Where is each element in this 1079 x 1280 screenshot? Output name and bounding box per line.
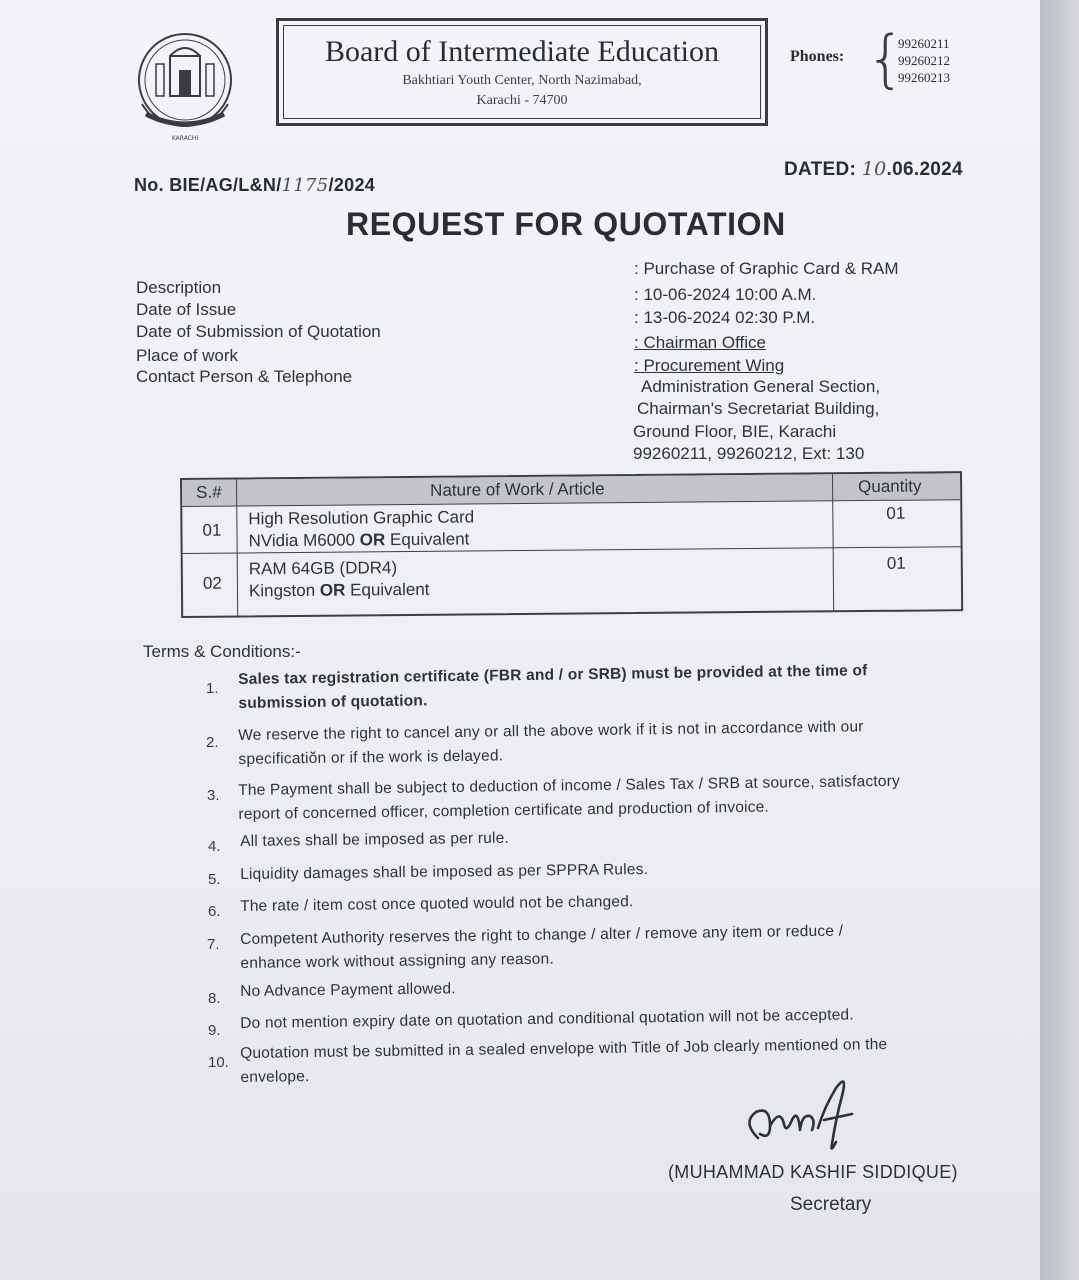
- ref-suffix: /2024: [328, 175, 376, 195]
- detail-value: : Chairman Office: [634, 333, 766, 352]
- detail-label: Date of Issue: [136, 300, 237, 319]
- table-cell-sn: 01: [202, 520, 222, 540]
- table-cell-article: Kingston OR Equivalent: [248, 579, 430, 601]
- detail-value: 99260211, 99260212, Ext: 130: [633, 444, 865, 463]
- items-table: [180, 471, 963, 618]
- background-surface: [1040, 0, 1079, 1280]
- board-emblem-logo: [132, 30, 238, 142]
- phones-label: Phones:: [790, 48, 845, 65]
- detail-value: Administration General Section,: [641, 377, 881, 396]
- phone-number: 99260211: [898, 36, 950, 51]
- dated-rest: .06.2024: [886, 159, 963, 180]
- document-page: KARACHI Board of Intermediate Education Bakhtiari Youth Center, North Nazimabad, Karachi - 74700 Phones: { 99260211 99260212 99260213 DATED: 10.06.2024 No. BIE/AG/L&N/1175/2024 REQUEST FOR QUOTATION Description Date of Issue Date of Submission of Quotation Place of work Contact Person & Telephone : Purchase of Graphic Card & RAM : 10-06-2024 10:00 A.M. : 13-06-2024 02:30 P.M. : Chairman Office : Procurement Wing Administration General Section, Chairman's Secretariat Building, Ground Floor, BIE, Karachi 99260211, 99260212, Ext: 130 S.# Nature of Work / Article Quantity 01 High Resolution Graphic Card NVidia M6000 OR Equivalent 01 02 RAM 64GB (DDR4) Kingston OR Equivalent 01 Terms & Conditions:- 1. Sales tax registration certificate (FBR and / or SRB) must be provided at the time of submission of quotation. 2. We reserve the right to cancel any or all the above work if it is not in accordance with our specificatiŏn or if the work is delayed. 3. The Payment shall be subject to deduction of income / Sales Tax / SRB at source, satisfactory report of concerned officer, completion certificate and production of invoice. 4. All taxes shall be imposed as per rule. 5. Liquidity damages shall be imposed as per SPPRA Rules. 6. The rate / item cost once quoted would not be changed. 7. Competent Authority reserves the right to change / alter / remove any item or reduce / enhance work without assigning any reason. 8. No Advance Payment allowed. 9. Do not mention expiry date on quotation and conditional quotation will not be accepted. 10. Quotation must be submitted in a sealed envelope with Title of Job clearly mentioned on the envelope. (MUHAMMAD KASHIF SIDDIQUE) Secretary: [0, 0, 1040, 1280]
- table-header-quantity: Quantity: [858, 476, 922, 497]
- table-header-nature: Nature of Work / Article: [430, 479, 605, 500]
- ref-handwritten-number: 1175: [281, 175, 329, 196]
- detail-label: Description: [136, 278, 222, 297]
- detail-label: Date of Submission of Quotation: [136, 322, 381, 341]
- board-name: Board of Intermediate Education: [324, 35, 719, 68]
- reference-number: [134, 175, 375, 196]
- phone-number: 99260212: [898, 53, 950, 68]
- detail-value: : 13-06-2024 02:30 P.M.: [634, 308, 816, 327]
- address-line-2: Karachi - 74700: [476, 93, 568, 108]
- detail-label: Place of work: [136, 346, 239, 365]
- detail-value: Ground Floor, BIE, Karachi: [633, 422, 837, 441]
- dated-handwritten-day: 10: [861, 158, 887, 180]
- signatory-role: Secretary: [790, 1194, 872, 1215]
- detail-value: Chairman's Secretariat Building,: [637, 399, 880, 418]
- detail-label: Contact Person & Telephone: [136, 367, 353, 386]
- table-cell-qty: 01: [886, 553, 906, 573]
- table-cell-article: RAM 64GB (DDR4): [248, 558, 398, 579]
- detail-value: : Procurement Wing: [634, 356, 785, 375]
- phone-number: 99260213: [898, 70, 950, 85]
- signatory-name: (MUHAMMAD KASHIF SIDDIQUE): [668, 1162, 958, 1182]
- handwritten-signature: [740, 1068, 860, 1158]
- terms-heading: Terms & Conditions:-: [143, 642, 301, 661]
- table-cell-sn: 02: [202, 573, 222, 593]
- logo-caption: KARACHI: [171, 135, 199, 142]
- detail-value: : 10-06-2024 10:00 A.M.: [634, 285, 817, 304]
- document-title: REQUEST FOR QUOTATION: [346, 206, 786, 242]
- detail-value: : Purchase of Graphic Card & RAM: [634, 259, 899, 278]
- table-cell-qty: 01: [886, 503, 906, 523]
- ref-prefix: No. BIE/AG/L&N/: [134, 175, 282, 195]
- dated-label: DATED:: [784, 159, 857, 180]
- phones-brace: {: [866, 22, 906, 95]
- table-header-sn: S.#: [196, 482, 222, 502]
- table-cell-article: NVidia M6000 OR Equivalent: [248, 529, 470, 551]
- table-cell-article: High Resolution Graphic Card: [248, 507, 475, 529]
- address-line-1: Bakhtiari Youth Center, North Nazimabad,: [402, 73, 642, 88]
- dated-line: [784, 158, 963, 181]
- letterhead-box: [276, 18, 768, 126]
